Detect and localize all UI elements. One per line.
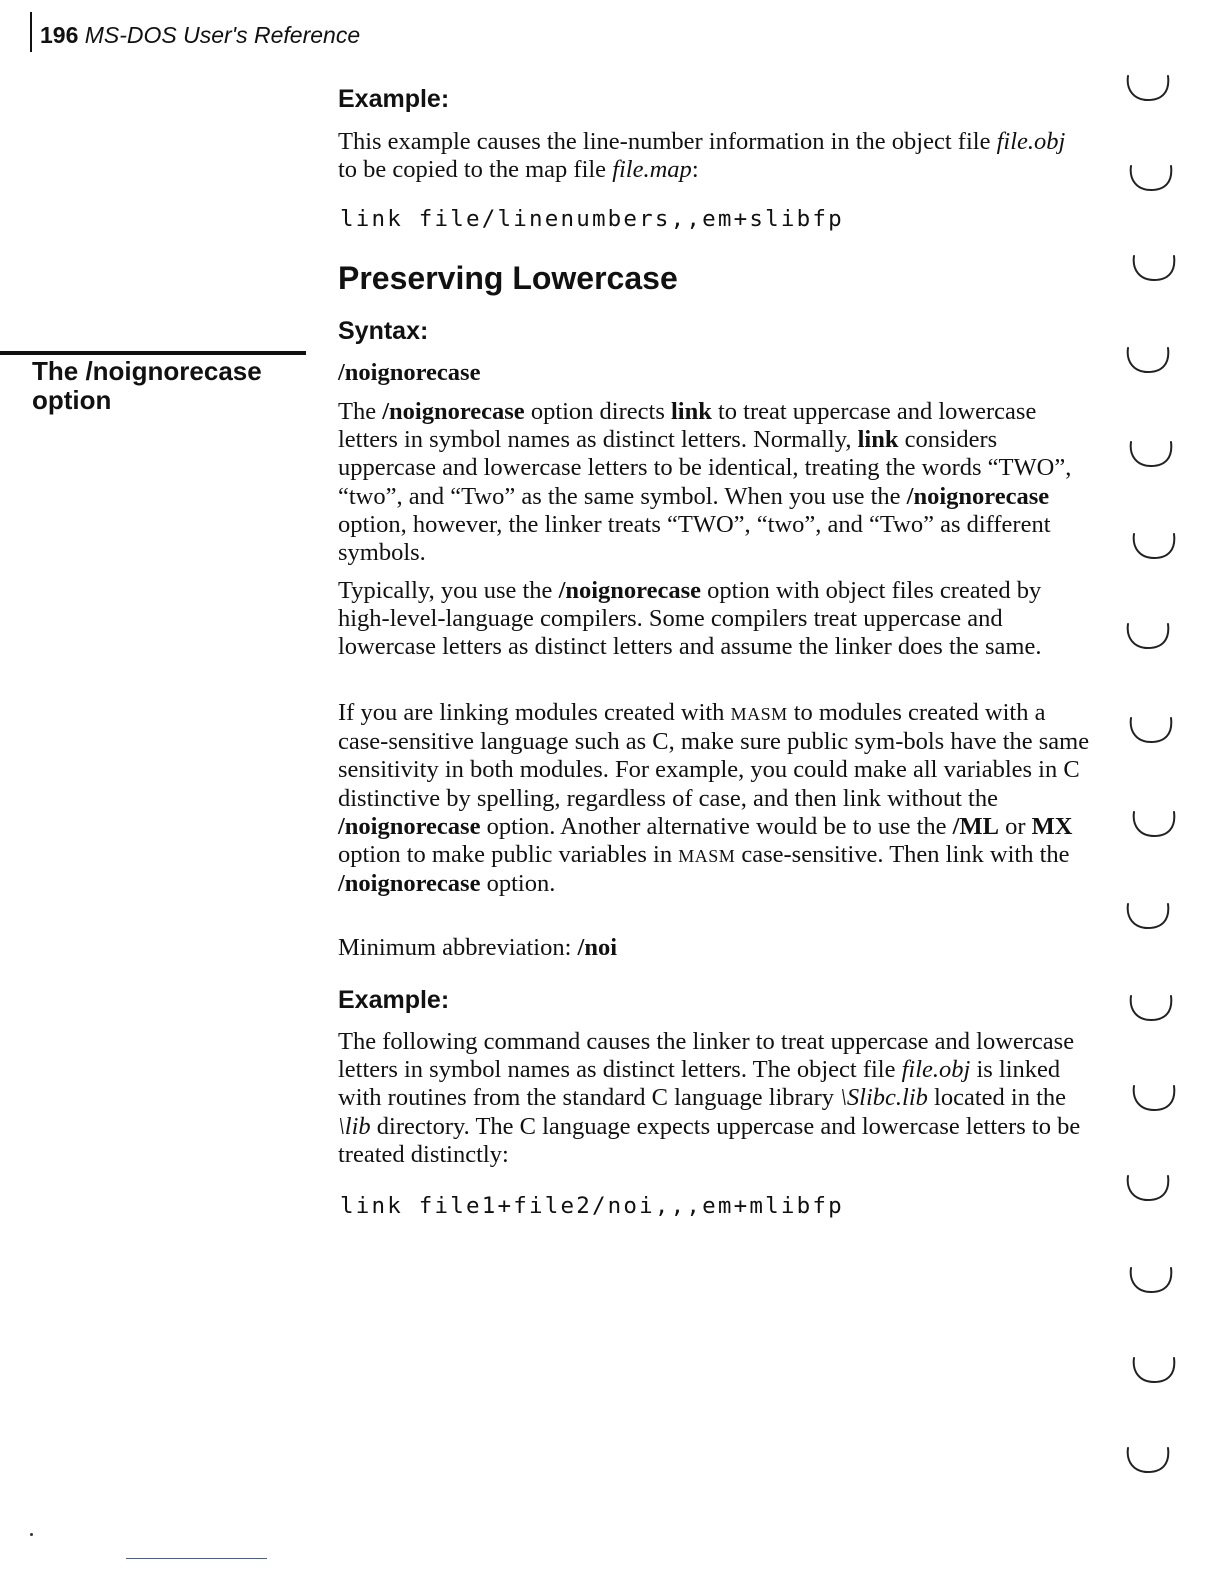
filename-obj: file.obj	[901, 1056, 971, 1084]
syntax-heading: Syntax:	[338, 317, 429, 345]
text-run: option directs	[524, 398, 671, 425]
binder-hole-icon	[1126, 1352, 1182, 1392]
text-run: is linked with routines from the standard C language library	[338, 1056, 1061, 1112]
text-run: considers uppercase and lowercase letters to be identical, treating the words “TWO”, “two”, and “Two” as the same symbol. When you use the	[338, 426, 1072, 510]
text-run: to treat uppercase and lowercase letters in symbol names as distinct letters. Normally,	[338, 398, 1037, 454]
binder-hole-icon	[1123, 160, 1179, 200]
binder-hole-icon	[1120, 898, 1176, 938]
option-name: /noignorecase	[906, 482, 1050, 510]
side-label: The /noignorecase option	[32, 356, 262, 415]
paragraph-1	[338, 398, 1090, 567]
text-run: to modules created with a case-sensitive language such as C, make sure public sym-bols have the same sensitivity in both modules. For example, you could make all variables in C distinctive by spelling, regardless of case, and then link without the	[338, 699, 1090, 812]
binder-hole-icon	[1120, 618, 1176, 658]
text-run: :	[691, 156, 699, 184]
example-paragraph-bottom	[338, 1028, 1090, 1169]
page-number: 196	[40, 22, 79, 48]
command-name: link	[857, 426, 899, 454]
binder-hole-icon	[1123, 1262, 1179, 1302]
masm-term: MASM	[678, 846, 736, 867]
binder-hole-icon	[1126, 250, 1182, 290]
binder-holes	[1112, 0, 1202, 1584]
text-run: option to make public variables in	[338, 841, 679, 869]
directory-path: \lib	[338, 1112, 371, 1140]
text-run: Typically, you use the	[338, 577, 559, 604]
text-run: option with object files created by high-level-language compilers. Some compilers treat uppercase and lowercase letters as distinct letters and assume the linker does the same.	[338, 577, 1042, 661]
option-name: /noignorecase	[558, 577, 702, 604]
binder-hole-icon	[1120, 342, 1176, 382]
running-head	[40, 22, 360, 49]
footer-line	[126, 1558, 267, 1559]
binder-hole-icon	[1126, 806, 1182, 846]
binder-hole-icon	[1120, 1170, 1176, 1210]
text-run: or	[998, 812, 1032, 840]
text-run: option.	[480, 870, 556, 898]
command-name: link	[670, 398, 712, 425]
section-title: Preserving Lowercase	[338, 260, 678, 296]
code-example-bottom: link file1+file2/noi,,,em+mlibfp	[340, 1193, 844, 1219]
text-run: If you are linking modules created with	[338, 699, 731, 726]
example-heading-bottom: Example:	[338, 986, 450, 1014]
text-run: option. Another alternative would be to use the	[480, 812, 953, 840]
header-rule	[30, 12, 32, 52]
text-run: The	[338, 398, 383, 425]
text-run: option, however, the linker treats “TWO”, “two”, and “Two” as different symbols.	[338, 510, 1051, 567]
text-run: The following command causes the linker to treat uppercase and lowercase letters in symbol names as distinct letters. The object file	[338, 1028, 1075, 1084]
example-paragraph-top	[338, 128, 1090, 184]
minimum-abbreviation	[338, 934, 1090, 962]
masm-term: MASM	[730, 704, 788, 724]
side-rule	[0, 351, 306, 355]
option-name: MX	[1031, 812, 1073, 840]
library-path: \Slibc.lib	[840, 1084, 928, 1112]
binder-hole-icon	[1120, 70, 1176, 110]
option-name: /noignorecase	[338, 812, 481, 840]
text-run: case-sensitive. Then link with the	[735, 841, 1070, 869]
binder-hole-icon	[1120, 1442, 1176, 1482]
example-heading-top: Example:	[338, 85, 450, 113]
paragraph-2	[338, 577, 1090, 662]
code-example-top: link file/linenumbers,,em+slibfp	[340, 206, 844, 232]
text-run: This example causes the line-number information in the object file	[338, 128, 997, 155]
option-name: /noignorecase	[338, 870, 481, 898]
binder-hole-icon	[1126, 1080, 1182, 1120]
abbrev-value: /noi	[577, 934, 618, 961]
book-title: MS-DOS User's Reference	[84, 22, 361, 48]
paragraph-3	[338, 699, 1090, 898]
binder-hole-icon	[1123, 712, 1179, 752]
scan-speck	[30, 1533, 33, 1536]
text-run: directory. The C language expects uppercase and lowercase letters to be treated distinctly:	[338, 1112, 1081, 1168]
option-name: /noignorecase	[382, 398, 525, 425]
text-run: located in the	[927, 1084, 1067, 1112]
binder-hole-icon	[1123, 990, 1179, 1030]
binder-hole-icon	[1123, 436, 1179, 476]
filename-map: file.map	[612, 156, 692, 184]
filename-obj: file.obj	[996, 128, 1066, 155]
abbrev-label: Minimum abbreviation:	[338, 934, 578, 961]
syntax-line: /noignorecase	[338, 359, 481, 386]
option-name: /ML	[952, 812, 999, 840]
text-run: to be copied to the map file	[338, 156, 613, 184]
binder-hole-icon	[1126, 528, 1182, 568]
